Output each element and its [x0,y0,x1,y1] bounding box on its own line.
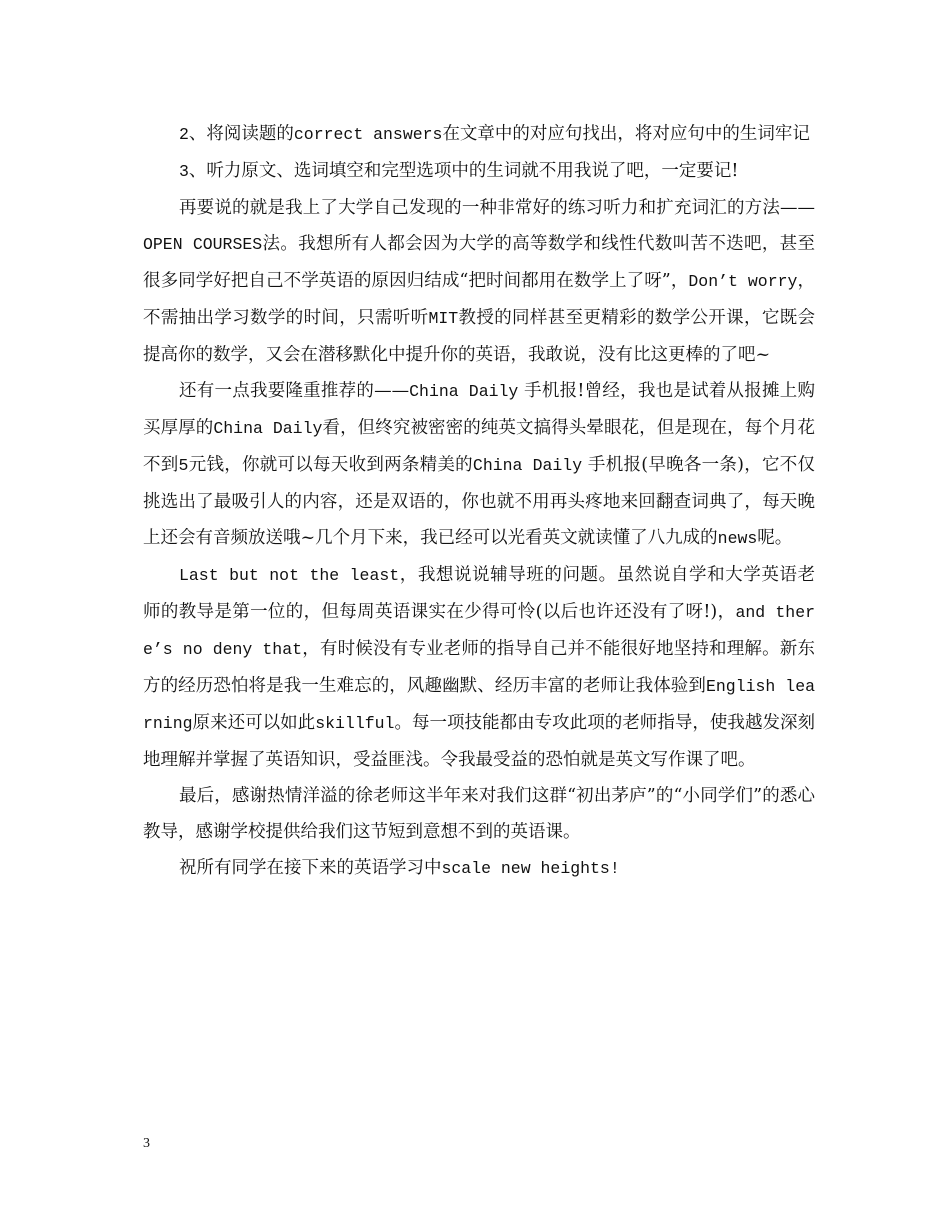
paragraph-tutoring: Last but not the least，我想说说辅导班的问题。虽然说自学和大学英语老师的教导是第一位的，但每周英语课实在少得可怜(以后也许还没有了呀!)，and there’s no deny that，有时候没有专业老师的指导自己并不能很好地坚持和理解。新东方的经历恐怕将是我一生难忘的，风趣幽默、经历丰富的老师让我体验到English learning原来还可以如此skillful。每一项技能都由专攻此项的老师指导，使我越发深刻地理解并掌握了英语知识，受益匪浅。令我最受益的恐怕就是英文写作课了吧。 [143,565,816,770]
paragraph-china-daily: 还有一点我要隆重推荐的——China Daily 手机报!曾经，我也是试着从报摊上购买厚厚的China Daily看，但终究被密密的纯英文搞得头晕眼花，但是现在，每个月花不到5元钱，你就可以每天收到两条精美的China Daily 手机报(早晚各一条)，它不仅挑选出了最吸引人的内容，还是双语的，你也就不用再头疼地来回翻查词典了，每天晚上还会有音频放送哦~几个月下来，我已经可以光看英文就读懂了八九成的news呢。 [143,381,816,548]
paragraph-item-3: 3、听力原文、选词填空和完型选项中的生词就不用我说了吧，一定要记! [179,161,739,181]
page-number: 3 [143,1136,150,1151]
paragraph-thanks: 最后，感谢热情洋溢的徐老师这半年来对我们这群“初出茅庐”的“小同学们”的悉心教导，感谢学校提供给我们这节短到意想不到的英语课。 [143,786,815,842]
paragraph-closing: 祝所有同学在接下来的英语学习中scale new heights! [179,858,620,878]
document-body [143,116,815,887]
paragraph-item-2: 2、将阅读题的correct answers在文章中的对应句找出，将对应句中的生词牢记 [179,124,810,144]
paragraph-open-courses: 再要说的就是我上了大学自己发现的一种非常好的练习听力和扩充词汇的方法——OPEN COURSES法。我想所有人都会因为大学的高等数学和线性代数叫苦不迭吧，甚至很多同学好把自己不学英语的原因归结成“把时间都用在数学上了呀”，Don’t worry， 不需抽出学习数学的时间，只需听听MIT教授的同样甚至更精彩的数学公开课，它既会提高你的数学，又会在潜移默化中提升你的英语，我敢说，没有比这更棒的了吧~ [143,198,816,365]
